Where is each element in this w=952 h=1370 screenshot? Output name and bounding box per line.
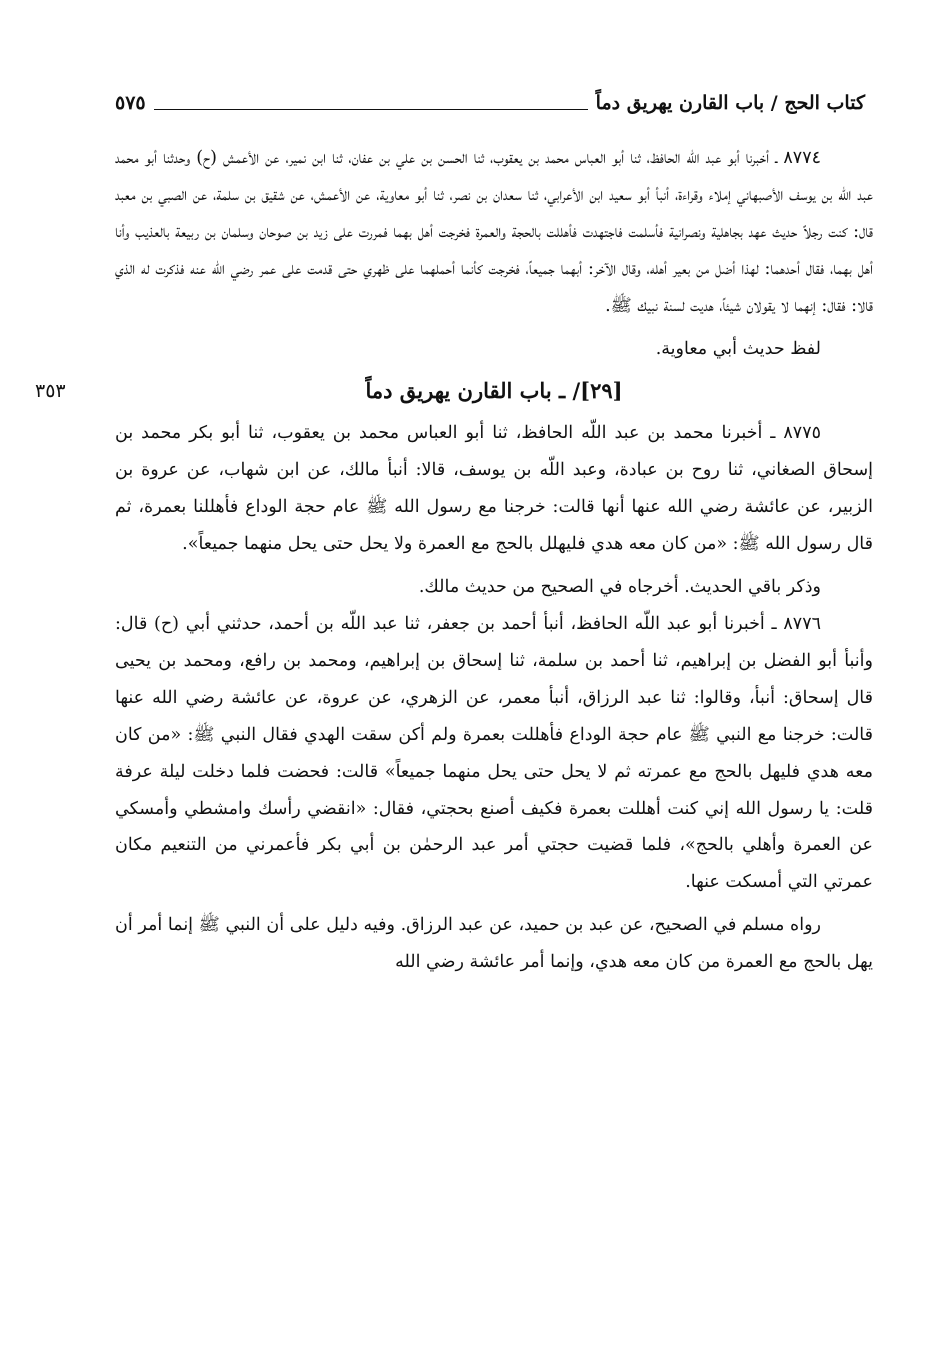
margin-page-number: ٣٥٣: [35, 380, 66, 403]
hadith-8775: ٨٧٧٥ ـ أخبرنا محمد بن عبد اللّه الحافظ، ثنا أبو العباس محمد بن يعقوب، ثنا أبو بكر محمد بن إسحاق الصغاني، ثنا روح بن عبادة، وعبد اللّه بن يوسف، قالا: أنبأ مالك، عن ابن شهاب، عن عروة بن الزبير، عن عائشة رضي الله عنها أنها قالت: خرجنا مع رسول الله ﷺ عام حجة الوداع فأهللنا بعمرة، ثم قال رسول الله ﷺ: «من كان معه هدي فليهلل بالحج مع العمرة ولا يحل حتى يحل منهما جميعاً».: [115, 423, 873, 555]
page-body: [35, 140, 873, 981]
hadith-8776: ٨٧٧٦ ـ أخبرنا أبو عبد اللّه الحافظ، أنبأ أحمد بن جعفر، ثنا عبد اللّه بن أحمد، حدثني أبي (ح) قال: وأنبأ أبو الفضل بن إبراهيم، ثنا أحمد بن سلمة، ثنا إسحاق بن إبراهيم، ومحمد بن رافع، ومحمد بن يحيى قال إسحاق: أنبأ، وقالوا: ثنا عبد الرزاق، أنبأ معمر، عن الزهري، عن عروة، عن عائشة رضي الله عنها قالت: خرجنا مع النبي ﷺ عام حجة الوداع فأهللت بعمرة ولم أكن سقت الهدي فقال النبي ﷺ: «من كان معه هدي فليهل بالحج مع عمرته ثم لا يحل حتى يحل منهما جميعاً» قالت: فحضت فلما دخلت ليلة عرفة قلت: يا رسول الله إني كنت أهللت بعمرة فكيف أصنع بحجتي، فقال: «انقضي رأسك وامشطي وأمسكي عن العمرة وأهلي بالحج»، فلما قضيت حجتي أمر عبد الرحمٰن بن أبي بكر فأعمرني من التنعيم مكان عمرتي التي أمسكت عنها.: [115, 613, 873, 893]
page-number: ٥٧٥: [115, 92, 146, 114]
running-header: [115, 86, 865, 120]
narration-note: لفظ حديث أبي معاوية.: [655, 338, 821, 359]
chapter-title: [٢٩]/ ـ باب القارن يهريق دماً: [365, 378, 623, 404]
takhrij-note: وذكر باقي الحديث. أخرجاه في الصحيح من حديث مالك.: [418, 577, 821, 598]
commentary: رواه مسلم في الصحيح، عن عبد بن حميد، عن عبد الرزاق. وفيه دليل على أن النبي ﷺ إنما أمر أن يهل بالحج مع العمرة من كان معه هدي، وإنما أمر عائشة رضي الله: [115, 915, 873, 973]
header-rule: [154, 109, 588, 110]
header-title: كتاب الحج / باب القارن يهريق دماً: [595, 92, 865, 114]
chapter-heading: [35, 369, 873, 413]
hadith-8774: ٨٧٧٤ ـ أخبرنا أبو عبد اللّه الحافظ، ثنا أبو العباس محمد بن يعقوب، ثنا الحسن بن علي بن عفان، ثنا ابن نمير، عن الأعمش (ح) وحدثنا أبو محمد عبد اللّه بن يوسف الأصبهاني إملاء وقراءة، أنبأ أبو سعيد ابن الأعرابي، ثنا سعدان بن نصر، ثنا أبو معاوية، عن الأعمش، عن شقيق بن سلمة، عن الصبي بن معبد قال: كنت رجلاً حديث عهد بجاهلية ونصرانية فأسلمت فاجتهدت فأهللت بالحجة والعمرة فخرجت أهل بهما فمررت على زيد بن صوحان وسلمان بن ربيعة بالعذيب وأنا أهل بهما، فقال أحدهما: لهذا أضل من بعير أهله، وقال الآخر: أبهما جميعاً، فخرجت كأنما أحملهما على ظهري حتى قدمت على عمر رضي الله عنه فذكرت له الذي قالا: فقال: إنهما لا يقولان شيئاً، هديت لسنة نبيك ﷺ.: [115, 148, 873, 316]
